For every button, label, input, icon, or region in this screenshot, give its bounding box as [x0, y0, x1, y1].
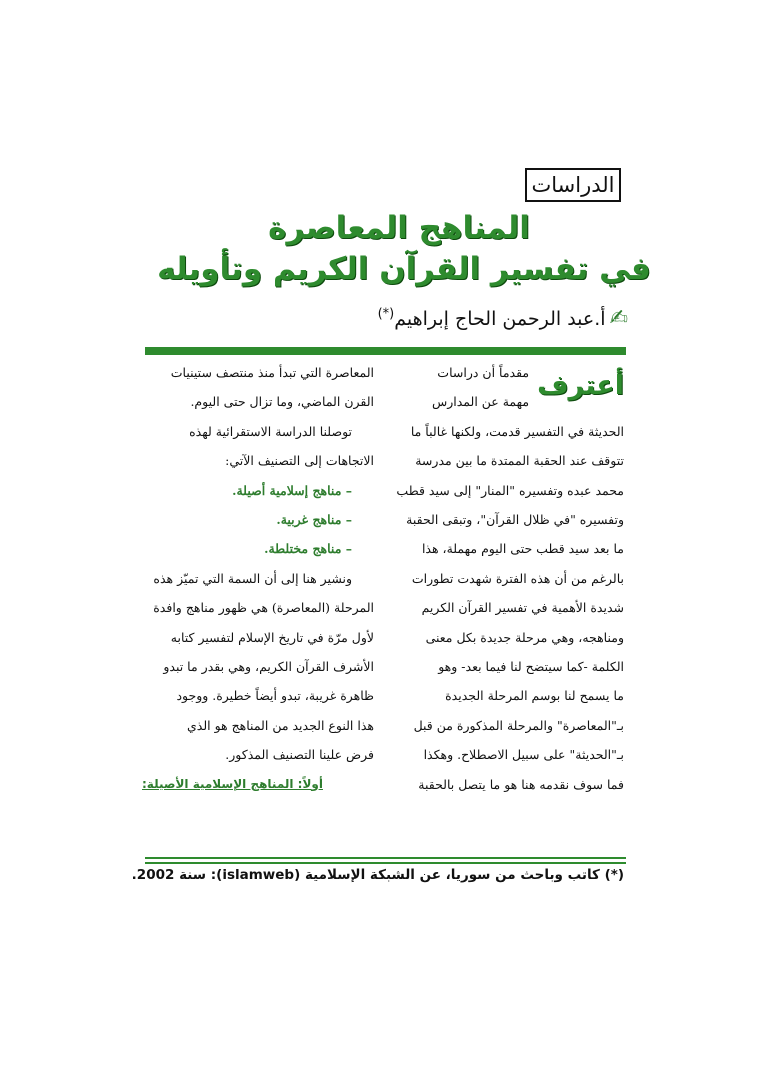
pen-writing-icon: ✍	[609, 306, 628, 331]
title-divider	[145, 347, 626, 355]
article-title-line-1: المناهج المعاصرة	[268, 210, 530, 246]
text-line: محمد عبده وتفسيره "المنار" إلى سيد قطب	[396, 482, 624, 498]
text-line: ومناهجه، وهي مرحلة جديدة بكل معنى	[425, 629, 624, 645]
section-subheading: أولاً: المناهج الإسلامية الأصيلة:	[142, 776, 323, 791]
drop-word: أعترف	[537, 370, 624, 401]
author-name: أ.عبد الرحمن الحاج إبراهيم	[394, 308, 606, 330]
text-line: ونشير هنا إلى أن السمة التي تميّز هذه	[153, 570, 352, 586]
text-line: مهمة عن المدارس	[431, 394, 530, 410]
left-text-column	[142, 358, 374, 799]
text-line: القرن الماضي، وما تزال حتى اليوم.	[190, 394, 374, 410]
text-line: بالرغم من أن هذه الفترة شهدت تطورات	[411, 570, 624, 586]
text-line: المعاصرة التي تبدأ منذ منتصف ستينيات	[170, 365, 374, 380]
text-line: توصلنا الدراسة الاستقرائية لهذه	[189, 423, 352, 439]
right-text-column	[384, 358, 624, 799]
text-line: الاتجاهات إلى التصنيف الآتي:	[225, 453, 374, 469]
footnote: (*) كاتب وباحث من سوريا، عن الشبكة الإسلامية (islamweb): سنة 2002.	[131, 867, 624, 883]
section-label-box: الدراسات	[525, 168, 621, 202]
text-line: بـ"المعاصرة" والمرحلة المذكورة من قبل	[413, 717, 624, 733]
author-note-mark: (*)	[377, 306, 395, 322]
footnote-divider	[145, 857, 626, 859]
text-line: الحديثة في التفسير قدمت، ولكنها غالباً ما	[410, 423, 624, 439]
text-line: الكلمة -كما سيتضح لنا فيما بعد- وهو	[438, 659, 624, 675]
text-line: وتفسيره "في ظلال القرآن"، وتبقى الحقبة	[406, 512, 624, 528]
text-line: هذا النوع الجديد من المناهج هو الذي	[186, 717, 374, 733]
author-byline	[148, 306, 628, 331]
text-line: ما بعد سيد قطب حتى اليوم مهملة، هذا	[421, 541, 624, 557]
text-line: مقدماً أن دراسات	[437, 365, 530, 380]
text-line: فما سوف نقدمه هنا هو ما يتصل بالحقبة	[418, 776, 624, 792]
list-item: – مناهج غربية.	[276, 512, 352, 528]
list-item: – مناهج مختلطة.	[264, 541, 352, 557]
text-line: شديدة الأهمية في تفسير القرآن الكريم	[421, 600, 624, 616]
text-line: ظاهرة غريبة، تبدو أيضاً خطيرة. ووجود	[176, 688, 374, 704]
text-line: بـ"الحديثة" على سبيل الاصطلاح. وهكذا	[423, 747, 624, 763]
text-line: تتوقف عند الحقبة الممتدة ما بين مدرسة	[415, 453, 624, 469]
article-title-line-2: في تفسير القرآن الكريم وتأويله	[157, 251, 651, 287]
text-line: لأول مرّة في تاريخ الإسلام لتفسير كتابه	[170, 629, 374, 645]
text-line: الأشرف القرآن الكريم، وهي بقدر ما تبدو	[163, 659, 374, 675]
text-line: ما يسمح لنا بوسم المرحلة الجديدة	[445, 688, 624, 704]
text-line: فرض علينا التصنيف المذكور.	[225, 747, 374, 763]
list-item: – مناهج إسلامية أصيلة.	[232, 482, 352, 498]
text-line: المرحلة (المعاصرة) هي ظهور مناهج وافدة	[153, 600, 374, 616]
